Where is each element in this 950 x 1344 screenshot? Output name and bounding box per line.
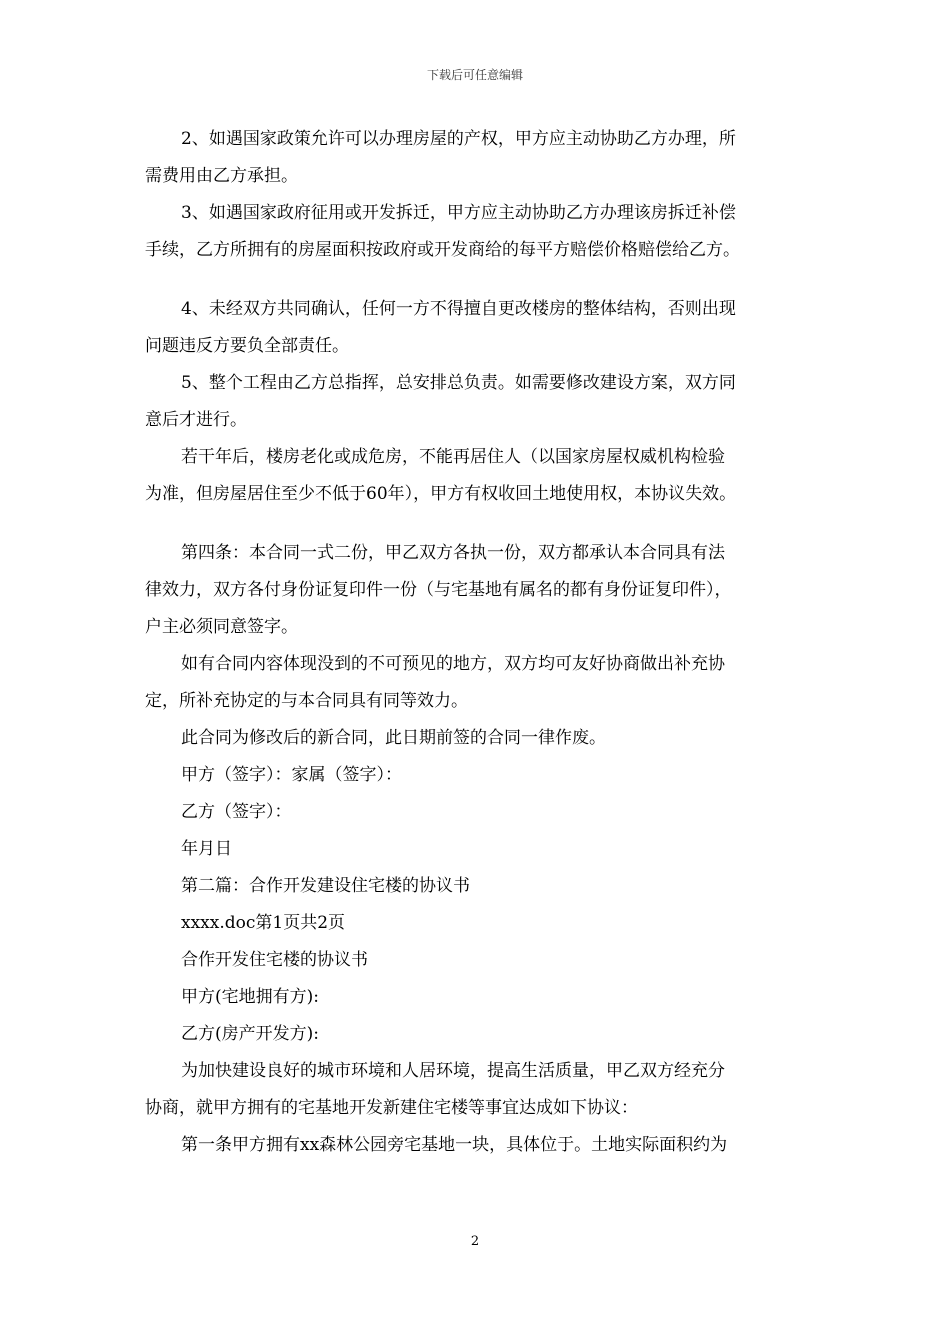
text-line: 律效力，双方各付身份证复印件一份（与宅基地有属名的都有身份证复印件）， bbox=[145, 580, 732, 600]
text-line: 甲方(宅地拥有方): bbox=[181, 987, 319, 1007]
page-header: 下载后可任意编辑 bbox=[426, 68, 523, 82]
text-line: xxxx.doc第1页共2页 bbox=[181, 913, 346, 933]
text-line: 第四条：本合同一式二份，甲乙双方各执一份，双方都承认本合同具有法 bbox=[181, 543, 725, 563]
text-line: 年月日 bbox=[181, 839, 232, 859]
text-line: 协商，就甲方拥有的宅基地开发新建住宅楼等事宜达成如下协议： bbox=[145, 1098, 638, 1118]
text-line: 第二篇：合作开发建设住宅楼的协议书 bbox=[181, 876, 470, 896]
text-line: 乙方(房产开发方): bbox=[181, 1024, 319, 1044]
text-line: 手续，乙方所拥有的房屋面积按政府或开发商给的每平方赔偿价格赔偿给乙方。 bbox=[145, 240, 740, 260]
text-line: 为加快建设良好的城市环境和人居环境，提高生活质量，甲乙双方经充分 bbox=[181, 1061, 725, 1081]
text-line: 定，所补充协定的与本合同具有同等效力。 bbox=[145, 691, 468, 711]
text-line: 第一条甲方拥有xx森林公园旁宅基地一块，具体位于。土地实际面积约为 bbox=[181, 1135, 728, 1155]
text-line: 甲方（签字）：家属（签字）： bbox=[181, 765, 402, 785]
paragraph-gap bbox=[145, 513, 815, 535]
text-line: 4、未经双方共同确认，任何一方不得擅自更改楼房的整体结构，否则出现 bbox=[181, 299, 736, 319]
text-line: 若干年后，楼房老化或成危房，不能再居住人（以国家房屋权威机构检验 bbox=[181, 447, 725, 467]
text-line: 意后才进行。 bbox=[145, 410, 247, 430]
text-line: 5、整个工程由乙方总指挥，总安排总负责。如需要修改建设方案，双方同 bbox=[181, 373, 736, 393]
text-line: 3、如遇国家政府征用或开发拆迁，甲方应主动协助乙方办理该房拆迁补偿 bbox=[181, 203, 736, 223]
text-line: 合作开发住宅楼的协议书 bbox=[181, 950, 368, 970]
text-line: 需费用由乙方承担。 bbox=[145, 166, 298, 186]
text-line: 户主必须同意签字。 bbox=[145, 617, 298, 637]
text-line: 如有合同内容体现没到的不可预见的地方，双方均可友好协商做出补充协 bbox=[181, 654, 725, 674]
text-line: 为准，但房屋居住至少不低于60年），甲方有权收回土地使用权，本协议失效。 bbox=[145, 484, 737, 504]
text-line: 2、如遇国家政策允许可以办理房屋的产权，甲方应主动协助乙方办理，所 bbox=[181, 129, 736, 149]
text-line: 问题违反方要负全部责任。 bbox=[145, 336, 349, 356]
page-number: 2 bbox=[470, 1234, 480, 1249]
paragraph-gap bbox=[145, 269, 815, 291]
document-body bbox=[145, 121, 815, 1164]
text-line: 此合同为修改后的新合同，此日期前签的合同一律作废。 bbox=[181, 728, 606, 748]
text-line: 乙方（签字）： bbox=[181, 802, 292, 822]
